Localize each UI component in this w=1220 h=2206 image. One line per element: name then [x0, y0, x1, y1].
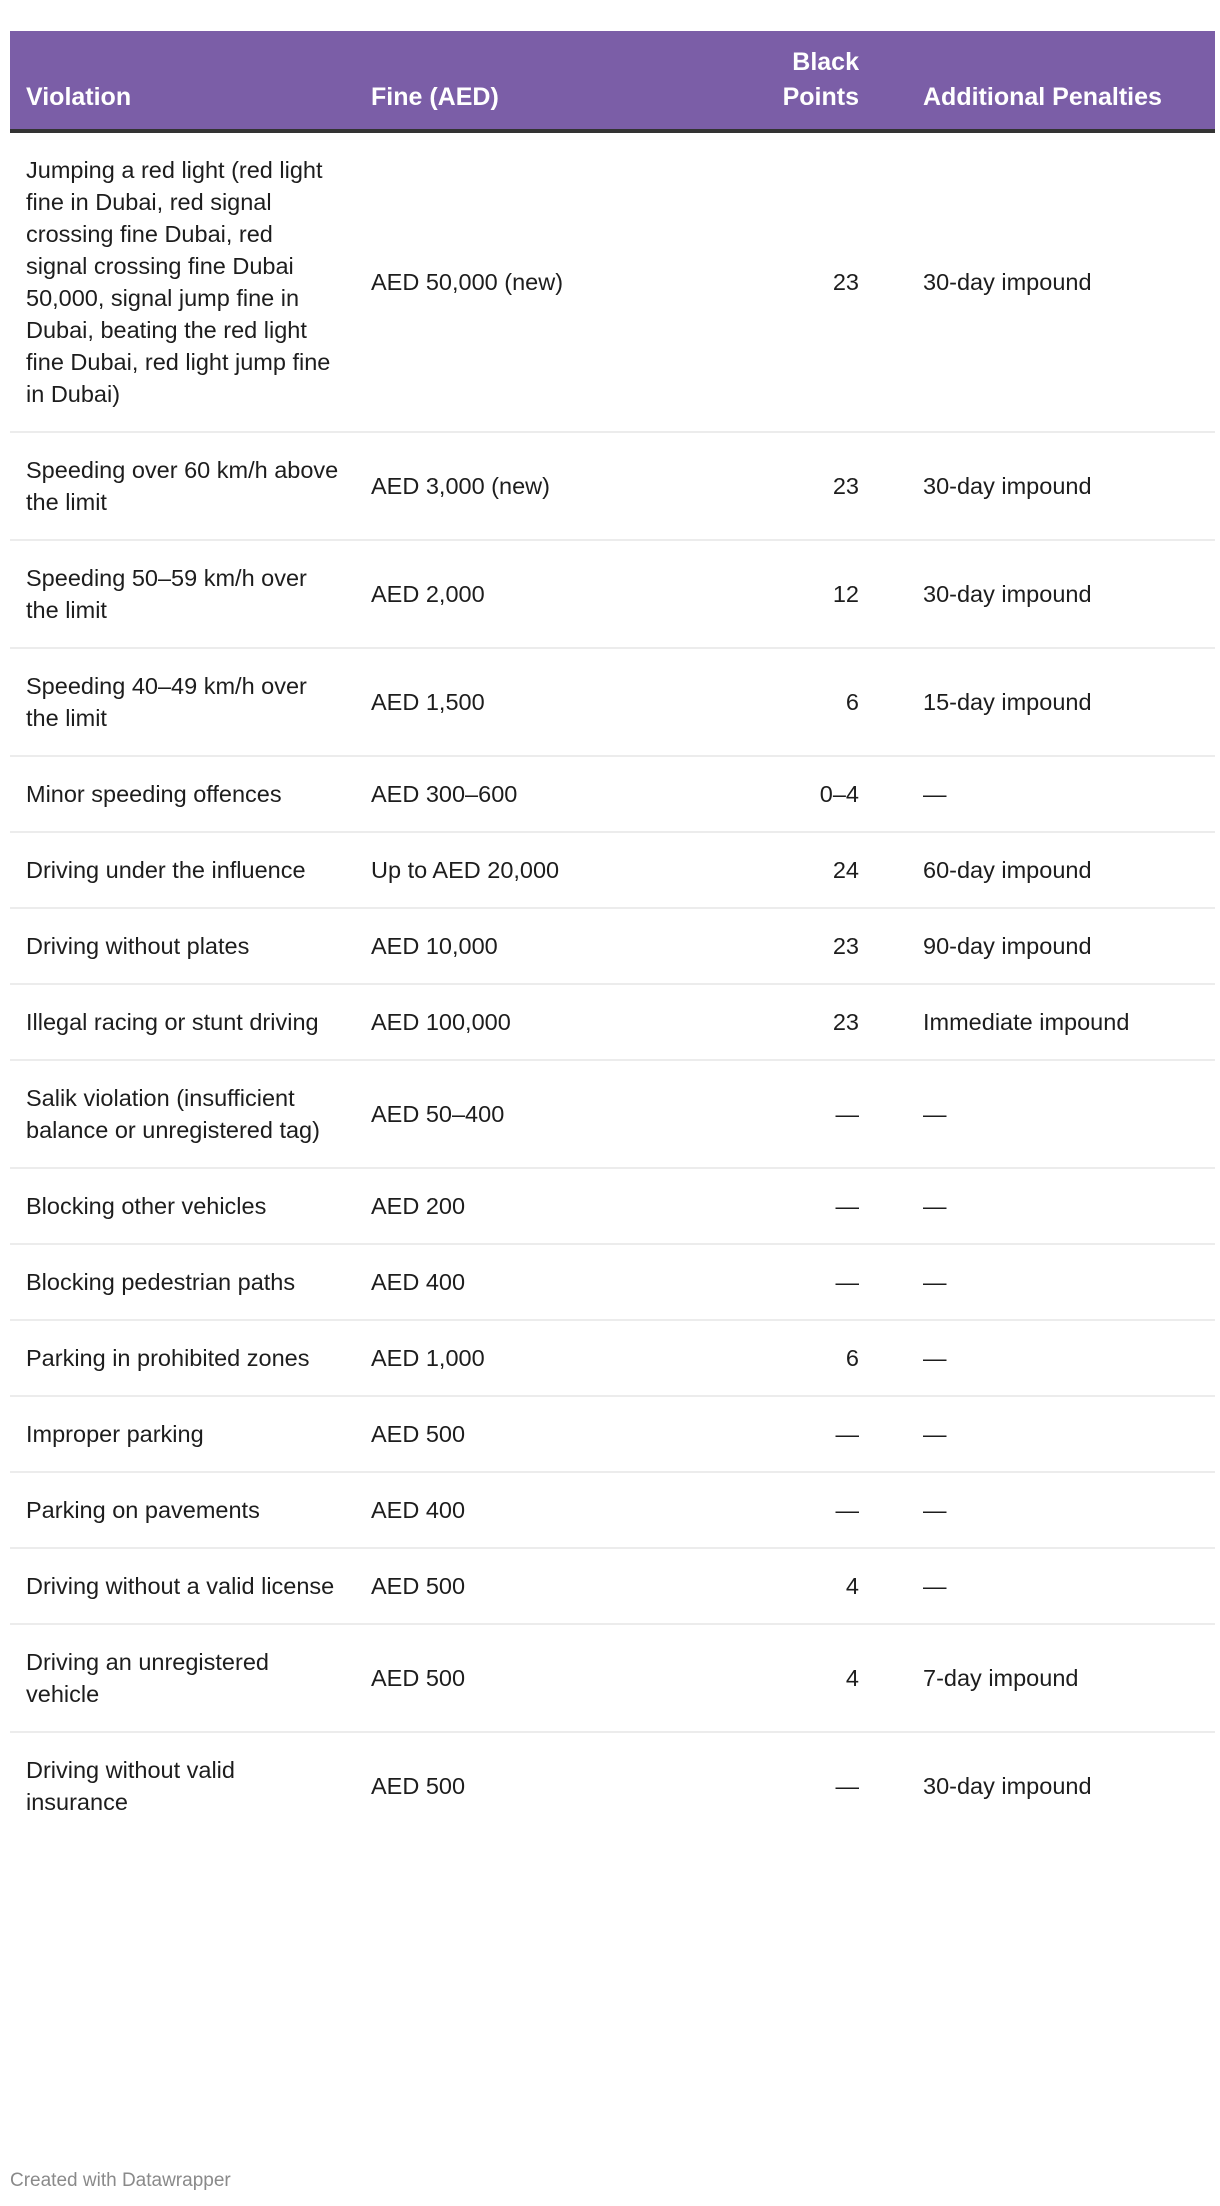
- fine-cell: Up to AED 20,000: [355, 832, 740, 908]
- black-points-cell: 0–4: [740, 756, 875, 832]
- datawrapper-credit[interactable]: Created with Datawrapper: [10, 2170, 231, 2191]
- additional-penalties-cell: 7-day impound: [875, 1624, 1215, 1732]
- black-points-cell: —: [740, 1168, 875, 1244]
- violation-cell: Jumping a red light (red light fine in Dubai, red signal crossing fine Dubai, red signal crossing fine Dubai 50,000, signal jump fine in Dubai, beating the red light fine Dubai, red light jump fine in Dubai): [10, 131, 355, 432]
- black-points-cell: 23: [740, 908, 875, 984]
- violation-cell: Driving without plates: [10, 908, 355, 984]
- fine-cell: AED 1,500: [355, 648, 740, 756]
- black-points-cell: —: [740, 1396, 875, 1472]
- black-points-cell: 23: [740, 432, 875, 540]
- black-points-cell: —: [740, 1472, 875, 1548]
- black-points-cell: 12: [740, 540, 875, 648]
- fine-cell: AED 400: [355, 1244, 740, 1320]
- table-row: [10, 1244, 1215, 1320]
- black-points-cell: —: [835, 1773, 859, 1799]
- additional-penalties-cell: Immediate impound: [875, 984, 1215, 1060]
- table-row: [10, 540, 1215, 648]
- violation-cell: Driving without a valid license: [10, 1548, 355, 1624]
- table-row: [10, 131, 1215, 432]
- fine-cell: AED 10,000: [355, 908, 740, 984]
- black-points-cell: —: [740, 1060, 875, 1168]
- fine-cell: AED 100,000: [355, 984, 740, 1060]
- table-row: [10, 1060, 1215, 1168]
- table-row: [10, 432, 1215, 540]
- additional-penalties-cell: —: [875, 1548, 1215, 1624]
- black-points-cell: 23: [740, 131, 875, 432]
- additional-penalties-cell: —: [875, 1320, 1215, 1396]
- fine-cell: AED 400: [355, 1472, 740, 1548]
- table-row: [10, 1168, 1215, 1244]
- black-points-cell: —: [740, 1244, 875, 1320]
- black-points-cell: 24: [740, 832, 875, 908]
- violation-cell: Salik violation (insufficient balance or unregistered tag): [10, 1060, 355, 1168]
- header-black-points[interactable]: Black Points: [740, 31, 875, 131]
- violation-cell: Parking on pavements: [10, 1472, 355, 1548]
- violation-cell: Speeding 40–49 km/h over the limit: [10, 648, 355, 756]
- violation-cell: Driving without valid insurance: [26, 1757, 235, 1815]
- violation-cell: Parking in prohibited zones: [10, 1320, 355, 1396]
- black-points-cell: 4: [740, 1548, 875, 1624]
- violation-cell: Driving an unregistered vehicle: [10, 1624, 355, 1732]
- additional-penalties-cell: —: [875, 1168, 1215, 1244]
- additional-penalties-cell: 15-day impound: [875, 648, 1215, 756]
- additional-penalties-cell: 30-day impound: [875, 131, 1215, 432]
- black-points-cell: 6: [740, 648, 875, 756]
- table-header-row: [10, 31, 1215, 131]
- table-row: [10, 1472, 1215, 1548]
- header-additional-penalties[interactable]: Additional Penalties: [875, 31, 1215, 131]
- black-points-cell: 23: [740, 984, 875, 1060]
- violation-cell: Minor speeding offences: [10, 756, 355, 832]
- table-row: [10, 1624, 1215, 1732]
- additional-penalties-cell: 30-day impound: [923, 1773, 1092, 1799]
- violation-cell: Improper parking: [10, 1396, 355, 1472]
- violations-table: [10, 31, 1215, 1839]
- fine-cell: AED 1,000: [355, 1320, 740, 1396]
- table-row: [10, 1396, 1215, 1472]
- table-row: [10, 984, 1215, 1060]
- violation-cell: Driving under the influence: [10, 832, 355, 908]
- violation-cell: Blocking other vehicles: [10, 1168, 355, 1244]
- violation-cell: Speeding over 60 km/h above the limit: [10, 432, 355, 540]
- fine-cell: AED 300–600: [355, 756, 740, 832]
- black-points-cell: 4: [740, 1624, 875, 1732]
- black-points-cell: 6: [740, 1320, 875, 1396]
- fine-cell: AED 500: [355, 1624, 740, 1732]
- fine-cell: AED 500: [355, 1396, 740, 1472]
- table-row: [10, 908, 1215, 984]
- header-violation[interactable]: Violation: [10, 31, 355, 131]
- table-row: [10, 648, 1215, 756]
- fine-cell: AED 50,000 (new): [355, 131, 740, 432]
- table-row: [10, 832, 1215, 908]
- violation-cell: Blocking pedestrian paths: [10, 1244, 355, 1320]
- fine-cell: AED 500: [355, 1548, 740, 1624]
- fine-cell: AED 3,000 (new): [355, 432, 740, 540]
- additional-penalties-cell: —: [875, 1244, 1215, 1320]
- fine-cell: AED 500: [371, 1773, 466, 1799]
- fine-cell: AED 50–400: [355, 1060, 740, 1168]
- table-body: [10, 131, 1215, 1839]
- additional-penalties-cell: 60-day impound: [875, 832, 1215, 908]
- table-row: [10, 1548, 1215, 1624]
- fine-cell: AED 2,000: [355, 540, 740, 648]
- additional-penalties-cell: —: [875, 1396, 1215, 1472]
- additional-penalties-cell: —: [875, 1472, 1215, 1548]
- table-row: [10, 756, 1215, 832]
- violation-cell: Speeding 50–59 km/h over the limit: [10, 540, 355, 648]
- additional-penalties-cell: —: [875, 1060, 1215, 1168]
- additional-penalties-cell: 30-day impound: [875, 540, 1215, 648]
- table-row: [10, 1320, 1215, 1396]
- additional-penalties-cell: 90-day impound: [875, 908, 1215, 984]
- header-fine[interactable]: Fine (AED): [355, 31, 740, 131]
- table-row: [10, 1732, 1215, 1839]
- fine-cell: AED 200: [355, 1168, 740, 1244]
- additional-penalties-cell: —: [875, 756, 1215, 832]
- violation-cell: Illegal racing or stunt driving: [10, 984, 355, 1060]
- additional-penalties-cell: 30-day impound: [875, 432, 1215, 540]
